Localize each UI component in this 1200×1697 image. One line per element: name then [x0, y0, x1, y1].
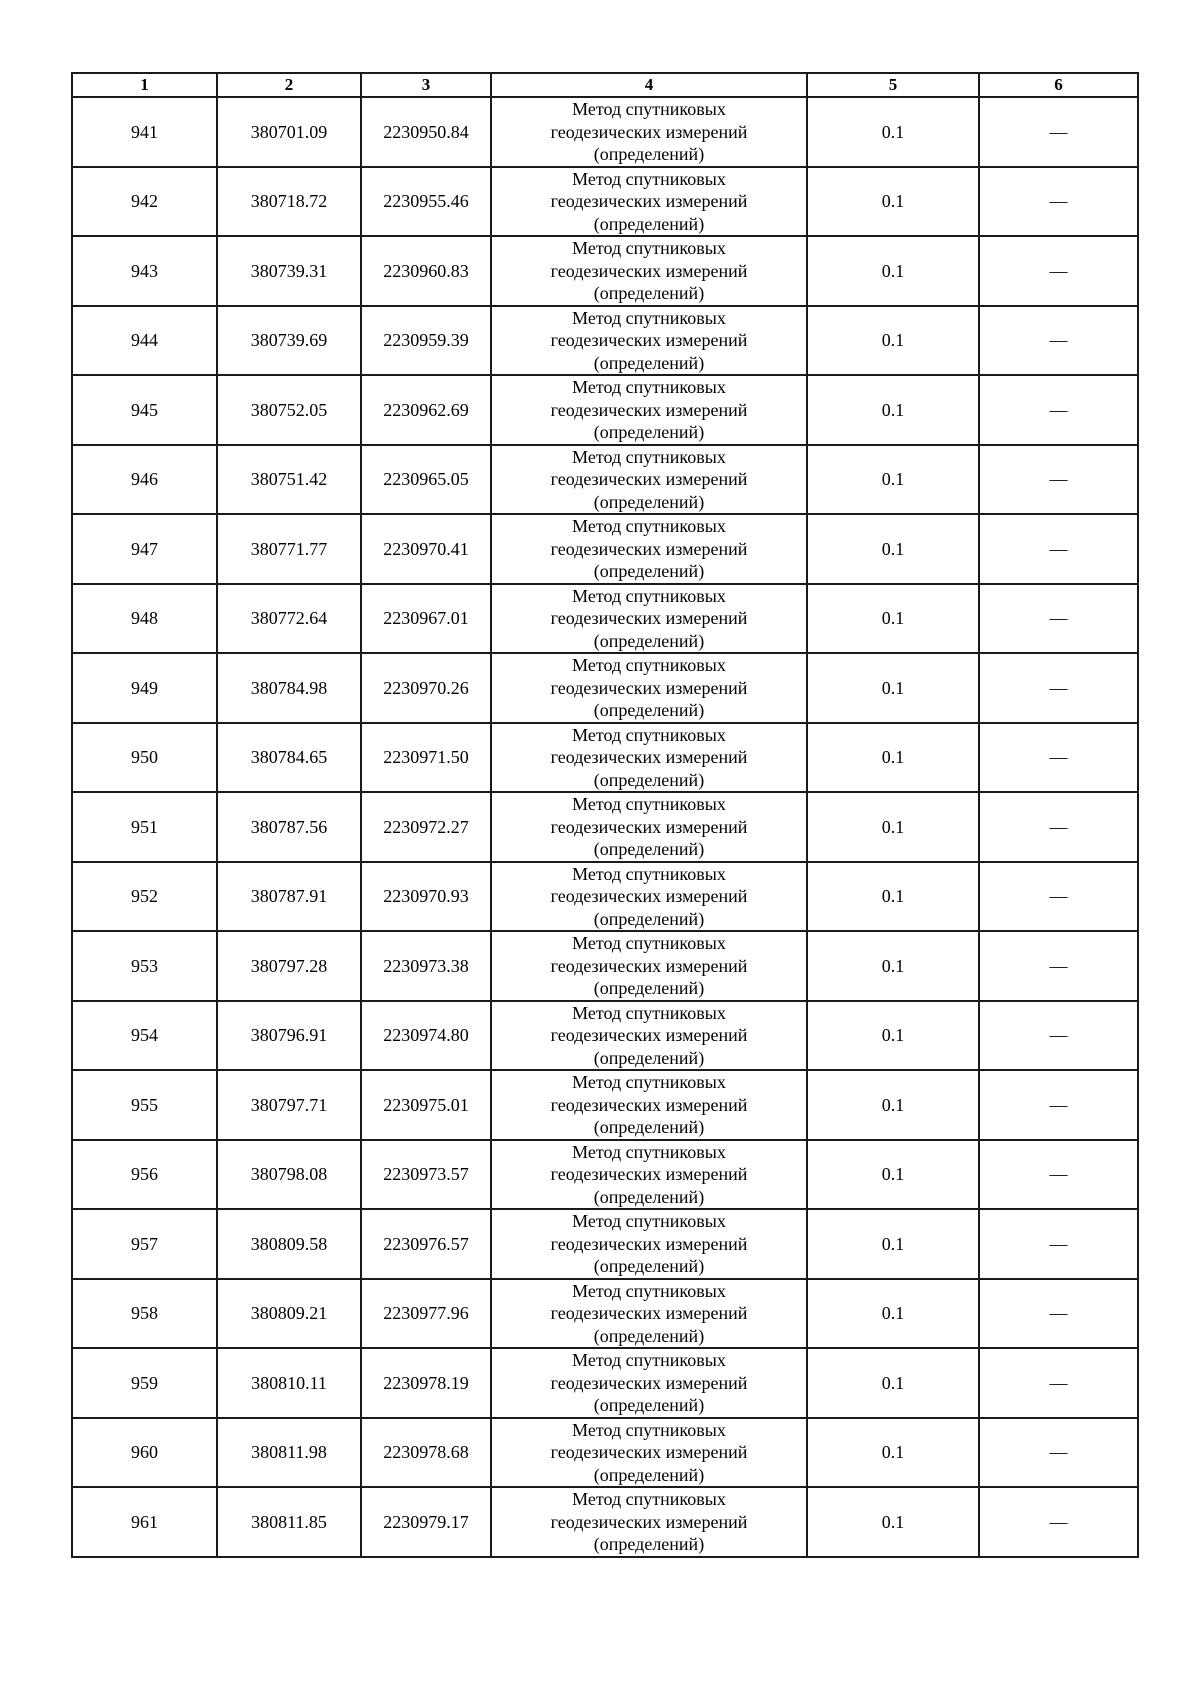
column-header-3: 3: [361, 73, 491, 97]
method-line: геодезических измерений: [550, 121, 748, 142]
y-coordinate-cell: 2230978.68: [361, 1418, 491, 1488]
y-coordinate-cell: 2230970.41: [361, 514, 491, 584]
point-number-cell: 948: [72, 584, 217, 654]
table-row: [72, 236, 1138, 306]
accuracy-cell: 0.1: [807, 1279, 979, 1349]
method-cell: [491, 445, 807, 515]
point-number-cell: 954: [72, 1001, 217, 1071]
note-cell: —: [979, 1001, 1138, 1071]
method-line: Метод спутниковых: [572, 238, 726, 258]
method-line: геодезических измерений: [550, 191, 748, 211]
table-row: [72, 1209, 1138, 1279]
point-number-cell: 955: [72, 1070, 217, 1140]
y-coordinate-cell: 2230970.26: [361, 653, 491, 723]
column-header-1: 1: [72, 73, 217, 97]
note-cell: —: [979, 584, 1138, 654]
method-cell: [491, 514, 807, 584]
method-cell: [491, 1279, 807, 1349]
note-cell: —: [979, 1209, 1138, 1279]
point-number-cell: 956: [72, 1140, 217, 1210]
table-row: [72, 514, 1138, 584]
method-line: (определений): [593, 352, 705, 373]
accuracy-cell: 0.1: [807, 1487, 979, 1557]
method-line: Метод спутниковых: [572, 1002, 726, 1023]
x-coordinate-cell: 380797.28: [217, 931, 361, 1001]
column-header-5: 5: [807, 73, 979, 97]
note-cell: —: [979, 375, 1138, 445]
column-header-6: 6: [979, 73, 1138, 97]
x-coordinate-cell: 380811.98: [217, 1418, 361, 1488]
method-line: Метод спутниковых: [572, 933, 726, 953]
method-line: геодезических измерений: [550, 1511, 748, 1532]
y-coordinate-cell: 2230977.96: [361, 1279, 491, 1349]
x-coordinate-cell: 380739.31: [217, 236, 361, 306]
method-cell: [491, 1487, 807, 1557]
x-coordinate-cell: 380772.64: [217, 584, 361, 654]
method-cell: [491, 862, 807, 932]
accuracy-cell: 0.1: [807, 514, 979, 584]
table-row: [72, 1001, 1138, 1071]
method-line: геодезических измерений: [550, 1164, 748, 1184]
accuracy-cell: 0.1: [807, 167, 979, 237]
method-cell: [491, 97, 807, 167]
point-number-cell: 952: [72, 862, 217, 932]
y-coordinate-cell: 2230965.05: [361, 445, 491, 515]
accuracy-cell: 0.1: [807, 931, 979, 1001]
x-coordinate-cell: 380784.65: [217, 723, 361, 793]
accuracy-cell: 0.1: [807, 306, 979, 376]
method-line: (определений): [593, 839, 705, 859]
method-cell: [491, 1418, 807, 1488]
point-number-cell: 960: [72, 1418, 217, 1488]
method-line: (определений): [593, 1464, 705, 1485]
x-coordinate-cell: 380784.98: [217, 653, 361, 723]
accuracy-cell: 0.1: [807, 375, 979, 445]
method-line: Метод спутниковых: [572, 1072, 726, 1092]
method-cell: [491, 236, 807, 306]
method-line: Метод спутниковых: [572, 794, 726, 814]
method-line: (определений): [593, 422, 705, 442]
method-line: Метод спутниковых: [572, 377, 726, 397]
header-row: [72, 73, 1138, 97]
point-number-cell: 957: [72, 1209, 217, 1279]
y-coordinate-cell: 2230960.83: [361, 236, 491, 306]
method-line: (определений): [593, 769, 705, 790]
note-cell: —: [979, 723, 1138, 793]
accuracy-cell: 0.1: [807, 584, 979, 654]
method-line: (определений): [593, 978, 705, 998]
point-number-cell: 944: [72, 306, 217, 376]
accuracy-cell: 0.1: [807, 445, 979, 515]
x-coordinate-cell: 380752.05: [217, 375, 361, 445]
y-coordinate-cell: 2230950.84: [361, 97, 491, 167]
table-row: [72, 1070, 1138, 1140]
table-row: [72, 862, 1138, 932]
method-line: (определений): [593, 283, 705, 303]
point-number-cell: 950: [72, 723, 217, 793]
method-line: Метод спутниковых: [572, 1419, 726, 1440]
point-number-cell: 942: [72, 167, 217, 237]
y-coordinate-cell: 2230976.57: [361, 1209, 491, 1279]
coordinates-table: [71, 72, 1139, 1558]
accuracy-cell: 0.1: [807, 653, 979, 723]
method-cell: [491, 653, 807, 723]
point-number-cell: 946: [72, 445, 217, 515]
table-header: [72, 73, 1138, 97]
method-line: геодезических измерений: [550, 886, 748, 906]
x-coordinate-cell: 380809.58: [217, 1209, 361, 1279]
method-line: Метод спутниковых: [572, 655, 726, 675]
accuracy-cell: 0.1: [807, 1209, 979, 1279]
x-coordinate-cell: 380796.91: [217, 1001, 361, 1071]
table-row: [72, 445, 1138, 515]
method-line: геодезических измерений: [550, 469, 748, 489]
method-cell: [491, 584, 807, 654]
accuracy-cell: 0.1: [807, 1418, 979, 1488]
method-line: (определений): [593, 491, 705, 512]
point-number-cell: 959: [72, 1348, 217, 1418]
accuracy-cell: 0.1: [807, 862, 979, 932]
method-line: Метод спутниковых: [572, 446, 726, 467]
point-number-cell: 949: [72, 653, 217, 723]
note-cell: —: [979, 445, 1138, 515]
method-line: Метод спутниковых: [572, 863, 726, 884]
method-line: геодезических измерений: [550, 816, 748, 837]
x-coordinate-cell: 380810.11: [217, 1348, 361, 1418]
table-row: [72, 1418, 1138, 1488]
method-cell: [491, 1001, 807, 1071]
accuracy-cell: 0.1: [807, 1001, 979, 1071]
method-line: Метод спутниковых: [572, 99, 726, 119]
table-row: [72, 792, 1138, 862]
method-line: Метод спутниковых: [572, 1350, 726, 1370]
method-line: (определений): [593, 1395, 705, 1415]
y-coordinate-cell: 2230973.38: [361, 931, 491, 1001]
table-row: [72, 1487, 1138, 1557]
y-coordinate-cell: 2230967.01: [361, 584, 491, 654]
method-line: Метод спутниковых: [572, 724, 726, 745]
table-row: [72, 723, 1138, 793]
note-cell: —: [979, 1418, 1138, 1488]
x-coordinate-cell: 380787.56: [217, 792, 361, 862]
note-cell: —: [979, 1348, 1138, 1418]
point-number-cell: 947: [72, 514, 217, 584]
x-coordinate-cell: 380811.85: [217, 1487, 361, 1557]
note-cell: —: [979, 167, 1138, 237]
method-line: (определений): [593, 1256, 705, 1276]
x-coordinate-cell: 380739.69: [217, 306, 361, 376]
y-coordinate-cell: 2230978.19: [361, 1348, 491, 1418]
method-line: геодезических измерений: [550, 1094, 748, 1115]
x-coordinate-cell: 380701.09: [217, 97, 361, 167]
method-line: (определений): [593, 700, 705, 720]
note-cell: —: [979, 1487, 1138, 1557]
table-row: [72, 97, 1138, 167]
x-coordinate-cell: 380771.77: [217, 514, 361, 584]
method-line: геодезических измерений: [550, 608, 748, 628]
note-cell: —: [979, 792, 1138, 862]
y-coordinate-cell: 2230979.17: [361, 1487, 491, 1557]
y-coordinate-cell: 2230971.50: [361, 723, 491, 793]
method-cell: [491, 792, 807, 862]
note-cell: —: [979, 306, 1138, 376]
y-coordinate-cell: 2230973.57: [361, 1140, 491, 1210]
note-cell: —: [979, 1140, 1138, 1210]
method-line: (определений): [593, 908, 705, 929]
x-coordinate-cell: 380809.21: [217, 1279, 361, 1349]
point-number-cell: 951: [72, 792, 217, 862]
table-row: [72, 167, 1138, 237]
y-coordinate-cell: 2230975.01: [361, 1070, 491, 1140]
x-coordinate-cell: 380751.42: [217, 445, 361, 515]
note-cell: —: [979, 1070, 1138, 1140]
table-row: [72, 1348, 1138, 1418]
method-line: геодезических измерений: [550, 747, 748, 767]
method-cell: [491, 375, 807, 445]
accuracy-cell: 0.1: [807, 723, 979, 793]
table-row: [72, 375, 1138, 445]
method-cell: [491, 167, 807, 237]
accuracy-cell: 0.1: [807, 1070, 979, 1140]
table-row: [72, 306, 1138, 376]
method-cell: [491, 1070, 807, 1140]
method-line: геодезических измерений: [550, 1025, 748, 1045]
method-cell: [491, 1348, 807, 1418]
method-line: (определений): [593, 630, 705, 651]
method-line: геодезических измерений: [550, 1303, 748, 1323]
method-line: геодезических измерений: [550, 1442, 748, 1462]
point-number-cell: 961: [72, 1487, 217, 1557]
method-line: Метод спутниковых: [572, 307, 726, 328]
method-cell: [491, 306, 807, 376]
note-cell: —: [979, 514, 1138, 584]
method-line: Метод спутниковых: [572, 168, 726, 189]
method-line: геодезических измерений: [550, 260, 748, 281]
point-number-cell: 941: [72, 97, 217, 167]
column-header-2: 2: [217, 73, 361, 97]
method-line: геодезических измерений: [550, 330, 748, 350]
method-line: геодезических измерений: [550, 677, 748, 698]
method-line: геодезических измерений: [550, 1372, 748, 1393]
method-line: (определений): [593, 1186, 705, 1207]
point-number-cell: 958: [72, 1279, 217, 1349]
accuracy-cell: 0.1: [807, 792, 979, 862]
method-line: Метод спутниковых: [572, 1211, 726, 1231]
table-row: [72, 1140, 1138, 1210]
note-cell: —: [979, 862, 1138, 932]
column-header-4: 4: [491, 73, 807, 97]
method-cell: [491, 723, 807, 793]
note-cell: —: [979, 97, 1138, 167]
x-coordinate-cell: 380718.72: [217, 167, 361, 237]
x-coordinate-cell: 380787.91: [217, 862, 361, 932]
y-coordinate-cell: 2230970.93: [361, 862, 491, 932]
method-cell: [491, 1209, 807, 1279]
accuracy-cell: 0.1: [807, 97, 979, 167]
method-line: геодезических измерений: [550, 955, 748, 976]
method-line: (определений): [593, 144, 705, 164]
y-coordinate-cell: 2230962.69: [361, 375, 491, 445]
method-line: (определений): [593, 561, 705, 581]
table-row: [72, 931, 1138, 1001]
table-row: [72, 1279, 1138, 1349]
note-cell: —: [979, 236, 1138, 306]
accuracy-cell: 0.1: [807, 1140, 979, 1210]
method-line: Метод спутниковых: [572, 1280, 726, 1301]
method-line: геодезических измерений: [550, 399, 748, 420]
note-cell: —: [979, 931, 1138, 1001]
method-line: (определений): [593, 213, 705, 234]
method-line: Метод спутниковых: [572, 585, 726, 606]
x-coordinate-cell: 380798.08: [217, 1140, 361, 1210]
accuracy-cell: 0.1: [807, 1348, 979, 1418]
method-line: Метод спутниковых: [572, 1489, 726, 1509]
y-coordinate-cell: 2230974.80: [361, 1001, 491, 1071]
point-number-cell: 943: [72, 236, 217, 306]
y-coordinate-cell: 2230972.27: [361, 792, 491, 862]
accuracy-cell: 0.1: [807, 236, 979, 306]
y-coordinate-cell: 2230959.39: [361, 306, 491, 376]
method-line: геодезических измерений: [550, 1233, 748, 1254]
point-number-cell: 945: [72, 375, 217, 445]
method-line: геодезических измерений: [550, 538, 748, 559]
point-number-cell: 953: [72, 931, 217, 1001]
method-cell: [491, 931, 807, 1001]
method-line: Метод спутниковых: [572, 516, 726, 536]
note-cell: —: [979, 1279, 1138, 1349]
method-line: (определений): [593, 1534, 705, 1554]
table-body: [72, 97, 1138, 1557]
method-line: (определений): [593, 1117, 705, 1137]
table-row: [72, 584, 1138, 654]
x-coordinate-cell: 380797.71: [217, 1070, 361, 1140]
method-cell: [491, 1140, 807, 1210]
table-row: [72, 653, 1138, 723]
method-line: Метод спутниковых: [572, 1141, 726, 1162]
note-cell: —: [979, 653, 1138, 723]
method-line: (определений): [593, 1047, 705, 1068]
method-line: (определений): [593, 1325, 705, 1346]
y-coordinate-cell: 2230955.46: [361, 167, 491, 237]
